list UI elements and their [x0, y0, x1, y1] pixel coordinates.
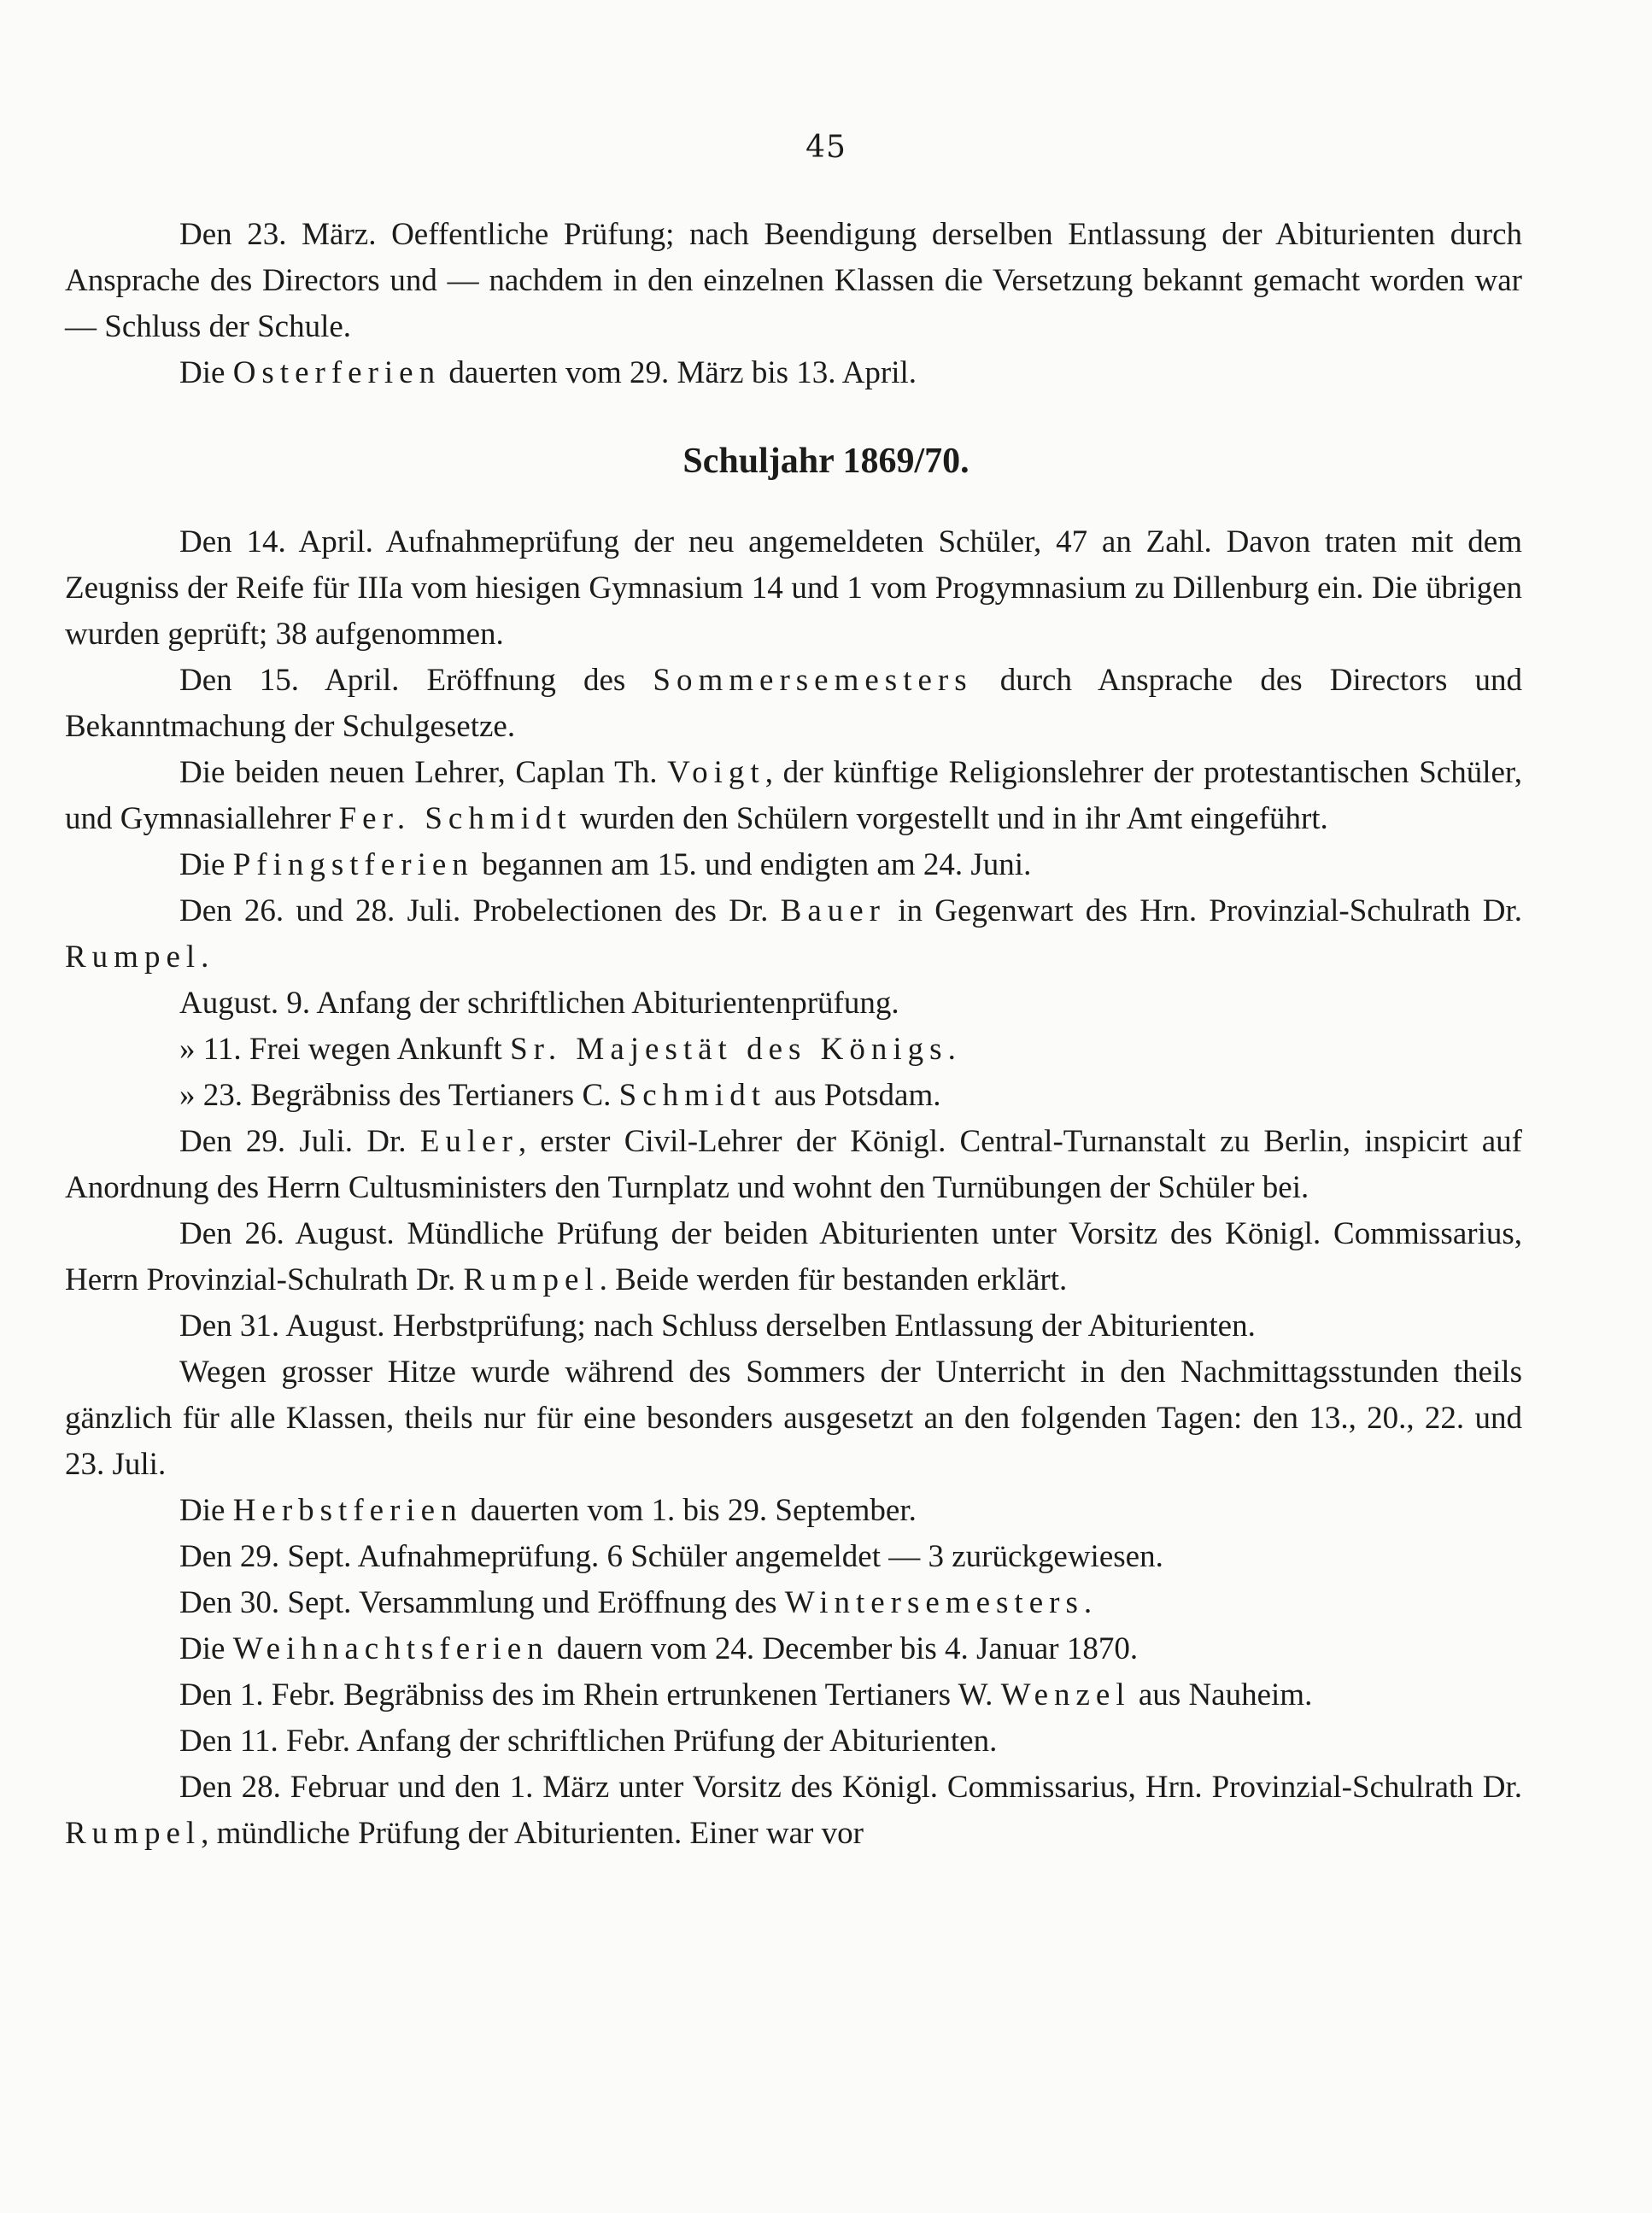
text-span: Den 28. Februar und den 1. März unter Vorsitz des Königl. Commissarius, Hrn. Provinzial-Schulrath Dr.: [179, 1770, 1522, 1805]
text-span: in Gegenwart des Hrn. Provinzial-Schulrath Dr.: [886, 893, 1522, 928]
entry-herbstferien: [65, 1488, 1522, 1534]
text-span: dauerten vom 29. März bis 13. April.: [441, 355, 917, 390]
spaced-term: Pfingstferien: [232, 847, 474, 882]
entry-15-april: [65, 658, 1522, 750]
text-span: Den 29. Juli. Dr.: [179, 1124, 420, 1159]
entry-august-23: [65, 1073, 1522, 1119]
text-span: , erster Civil-Lehrer der Königl. Central-Turnanstalt zu Berlin, inspicirt auf Anordnung des Herrn Cultusministers den Turnplatz und wohnt den Turnübungen der Schüler bei.: [65, 1124, 1522, 1205]
text-span: Den 1. Febr. Begräbniss des im Rhein ertrunkenen Tertianers W.: [179, 1677, 1001, 1712]
text-span: aus Nauheim.: [1130, 1677, 1313, 1712]
spaced-term: Wintersemesters: [784, 1585, 1084, 1620]
entry-weihnachtsferien: [65, 1626, 1522, 1672]
spaced-term: Sr. Majestät des Königs: [510, 1032, 948, 1067]
spaced-term: Weihnachtsferien: [232, 1631, 549, 1666]
top-text-block: [65, 212, 1522, 396]
spaced-term: Schmidt: [618, 1078, 766, 1113]
text-span: Den 26. und 28. Juli. Probelectionen des Dr.: [179, 893, 781, 928]
entry-28-februar: [65, 1765, 1522, 1857]
spaced-term: Osterferien: [232, 355, 442, 390]
entry-neue-lehrer: [65, 750, 1522, 842]
text-span: » 11. Frei wegen Ankunft: [179, 1032, 511, 1067]
spaced-term: Herbstferien: [232, 1493, 463, 1528]
text-span: , der künftige Religionslehrer der protestantischen Schüler, und Gymnasiallehrer: [65, 755, 1522, 836]
section-heading: Schuljahr 1869/70.: [682, 442, 970, 481]
text-span: Den 30. Sept. Versammlung und Eröffnung des: [179, 1585, 785, 1620]
text-span: aus Potsdam.: [765, 1078, 941, 1113]
text-span: Die beiden neuen Lehrer, Caplan Th.: [179, 755, 668, 790]
text-span: Die: [179, 847, 233, 882]
text-span: wurden den Schülern vorgestellt und in ihr Amt eingeführt.: [571, 801, 1328, 836]
text-span: Den 26. August. Mündliche Prüfung der beiden Abiturienten unter Vorsitz des Königl. Commissarius, Herrn Provinzial-Schulrath Dr.: [65, 1216, 1522, 1297]
paragraph-oeffentliche-pruefung: Den 23. März. Oeffentliche Prüfung; nach Beendigung derselben Entlassung der Abiturienten durch Ansprache des Directors und — nachdem in den einzelnen Klassen die Versetzung bekannt gemacht worden war — Schluss der Schule.: [65, 217, 1522, 344]
text-span: dauerten vom 1. bis 29. September.: [462, 1493, 917, 1528]
text-span: .: [201, 940, 209, 975]
spaced-term: Rumpel: [65, 1816, 202, 1851]
text-span: begannen am 15. und endigten am 24. Juni.: [473, 847, 1032, 882]
entry-30-sept: [65, 1580, 1522, 1626]
entry-26-august: [65, 1211, 1522, 1303]
text-span: .: [947, 1032, 956, 1067]
spaced-term: Bauer: [780, 893, 886, 928]
spaced-term: Voigt: [667, 755, 765, 790]
entry-probelectionen: [65, 888, 1522, 981]
main-text-block: [65, 519, 1522, 1857]
text-span: .: [1083, 1585, 1093, 1620]
text-span: Den 15. April. Eröffnung des: [179, 663, 653, 698]
text-span: . Beide werden für bestanden erklärt.: [599, 1262, 1068, 1297]
text-span: Die: [179, 355, 233, 390]
text-span: dauern vom 24. December bis 4. Januar 1870.: [548, 1631, 1139, 1666]
entry-14-april: Den 14. April. Aufnahmeprüfung der neu angemeldeten Schüler, 47 an Zahl. Davon traten mit dem Zeugniss der Reife für IIIa vom hiesigen Gymnasium 14 und 1 vom Progymnasium zu Dillenburg ein. Die übrigen wurden geprüft; 38 aufgenommen.: [65, 524, 1522, 652]
text-span: durch Ansprache des Directors und Bekanntmachung der Schulgesetze.: [65, 663, 1522, 744]
spaced-term: Wenzel: [1000, 1677, 1131, 1712]
entry-hitze: Wegen grosser Hitze wurde während des Sommers der Unterricht in den Nachmittagsstunden theils gänzlich für alle Klassen, theils nur für eine besonders ausgesetzt an den folgenden Tagen: den 13., 20., 22. und 23. Juli.: [65, 1355, 1522, 1482]
text-span: » 23. Begräbniss des Tertianers C.: [179, 1078, 619, 1113]
entry-august-9: August. 9. Anfang der schriftlichen Abiturientenprüfung.: [179, 986, 899, 1021]
entry-31-august: Den 31. August. Herbstprüfung; nach Schluss derselben Entlassung der Abiturienten.: [179, 1308, 1256, 1344]
spaced-term: Euler: [419, 1124, 518, 1159]
entry-29-sept: Den 29. Sept. Aufnahmeprüfung. 6 Schüler angemeldet — 3 zurückgewiesen.: [179, 1539, 1163, 1574]
text-span: Die: [179, 1631, 233, 1666]
entry-11-febr: Den 11. Febr. Anfang der schriftlichen Prüfung der Abiturienten.: [179, 1724, 998, 1759]
spaced-term: Rumpel: [65, 940, 202, 975]
spaced-term: Rumpel: [463, 1262, 600, 1297]
spaced-term: Fer. Schmidt: [338, 801, 572, 836]
paragraph-osterferien: [65, 350, 1522, 396]
entry-pfingstferien: [65, 842, 1522, 888]
text-span: , mündliche Prüfung der Abiturienten. Einer war vor: [201, 1816, 864, 1851]
page-number: 45: [805, 130, 847, 165]
text-span: Die: [179, 1493, 233, 1528]
entry-august-11: [65, 1027, 1522, 1073]
spaced-term: Sommersemesters: [653, 663, 973, 698]
entry-29-juli: [65, 1119, 1522, 1211]
entry-1-febr: [65, 1672, 1522, 1718]
